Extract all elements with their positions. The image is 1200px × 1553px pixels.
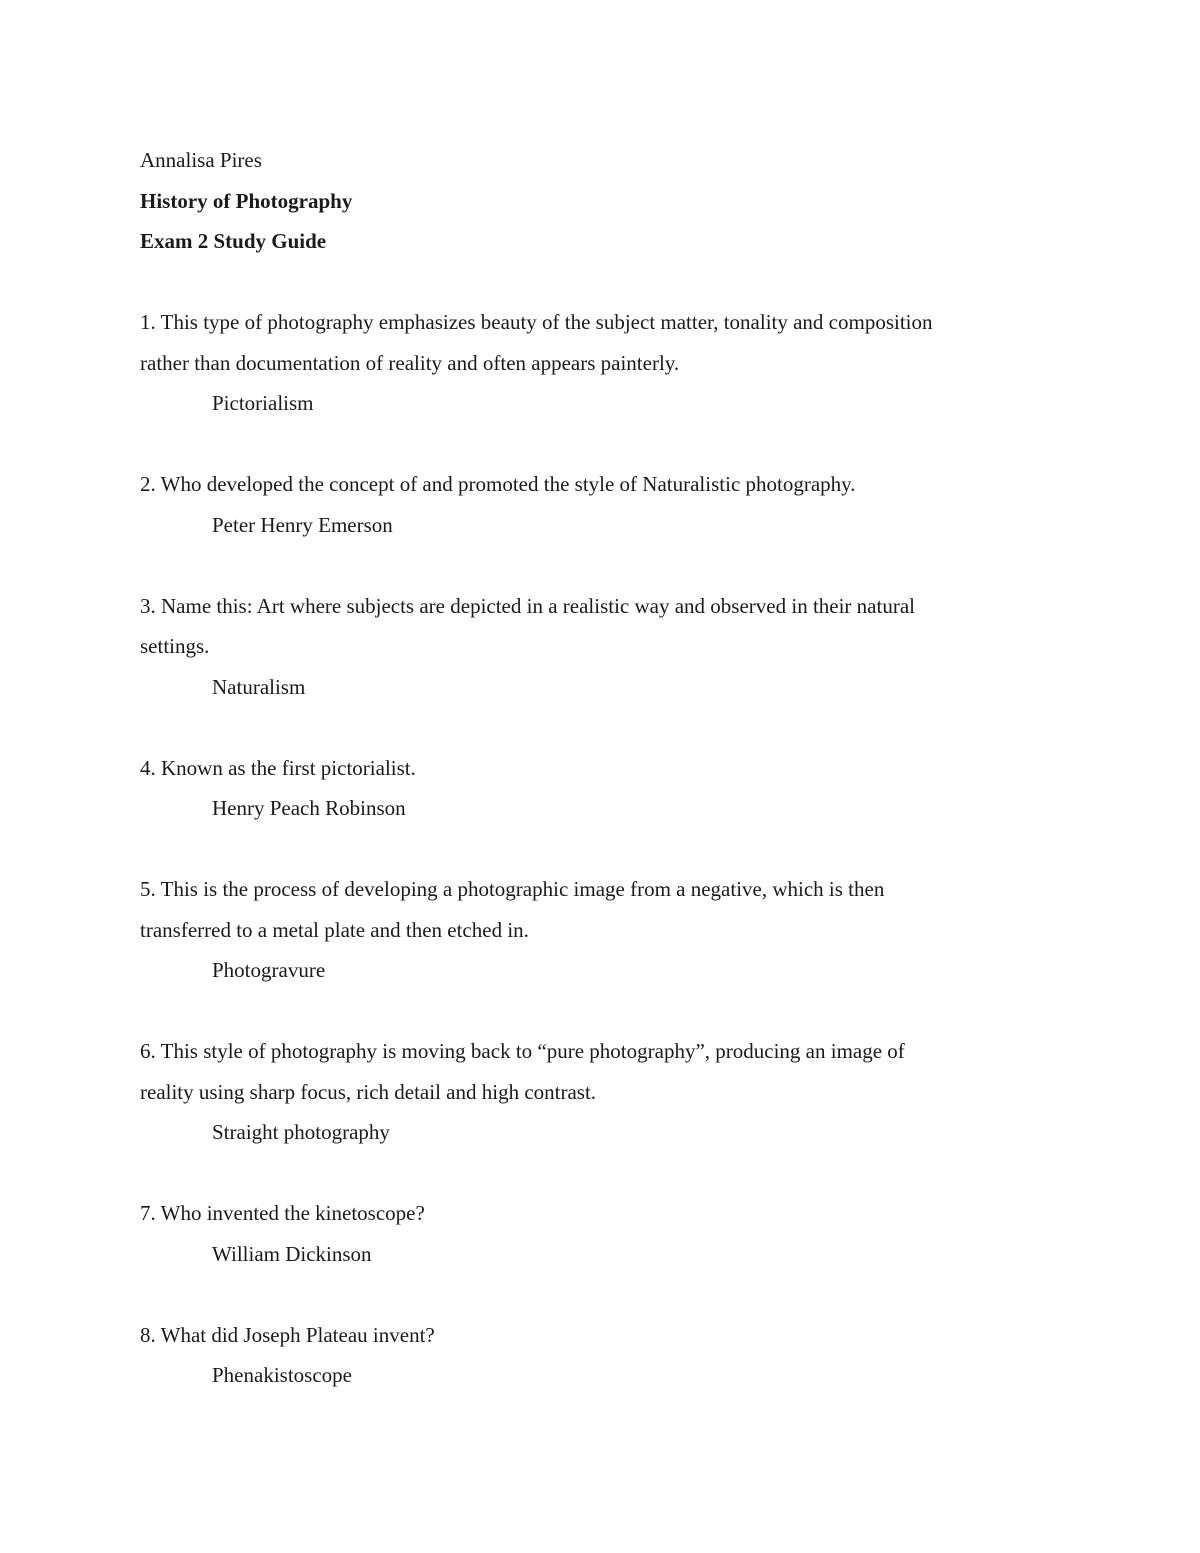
- spacer: [140, 262, 1060, 303]
- spacer: [140, 424, 1060, 465]
- question-block-2: [140, 464, 1060, 545]
- answer-text: Straight photography: [212, 1120, 390, 1144]
- document-body: [140, 140, 1060, 1396]
- course-title: History of Photography: [140, 188, 353, 213]
- question-text: 1. This type of photography emphasizes beauty of the subject matter, tonality and composition: [140, 310, 933, 334]
- question-block-7: [140, 1193, 1060, 1274]
- spacer: [140, 1274, 1060, 1315]
- answer-text: Peter Henry Emerson: [212, 512, 393, 537]
- answer-text: Photogravure: [212, 958, 326, 982]
- spacer: [140, 991, 1060, 1032]
- question-text-continued: settings.: [140, 634, 210, 658]
- spacer: [140, 1153, 1060, 1194]
- question-text: 8. What did Joseph Plateau invent?: [140, 1322, 435, 1347]
- question-block-1: [140, 302, 1060, 424]
- question-text: 3. Name this: Art where subjects are depicted in a realistic way and observed in their natural: [140, 593, 915, 618]
- document-title: Exam 2 Study Guide: [140, 229, 327, 253]
- author-name: Annalisa Pires: [140, 148, 262, 172]
- question-text-continued: transferred to a metal plate and then etched in.: [140, 917, 529, 942]
- question-text-continued: reality using sharp focus, rich detail and high contrast.: [140, 1079, 597, 1104]
- question-block-6: [140, 1031, 1060, 1153]
- spacer: [140, 707, 1060, 748]
- question-text: 7. Who invented the kinetoscope?: [140, 1201, 425, 1225]
- question-block-3: [140, 586, 1060, 708]
- question-block-8: [140, 1315, 1060, 1396]
- spacer: [140, 545, 1060, 586]
- answer-text: Phenakistoscope: [212, 1363, 352, 1387]
- answer-text: Pictorialism: [212, 391, 314, 415]
- question-text-continued: rather than documentation of reality and often appears painterly.: [140, 350, 680, 375]
- question-block-5: [140, 869, 1060, 991]
- answer-text: Henry Peach Robinson: [212, 796, 406, 820]
- question-block-4: [140, 748, 1060, 829]
- answer-text: Naturalism: [212, 674, 306, 699]
- question-text: 6. This style of photography is moving back to “pure photography”, producing an image of: [140, 1039, 905, 1063]
- question-text: 2. Who developed the concept of and promoted the style of Naturalistic photography.: [140, 472, 856, 496]
- answer-text: William Dickinson: [212, 1241, 372, 1266]
- question-text: 4. Known as the first pictorialist.: [140, 755, 416, 780]
- question-text: 5. This is the process of developing a photographic image from a negative, which is then: [140, 877, 885, 901]
- spacer: [140, 829, 1060, 870]
